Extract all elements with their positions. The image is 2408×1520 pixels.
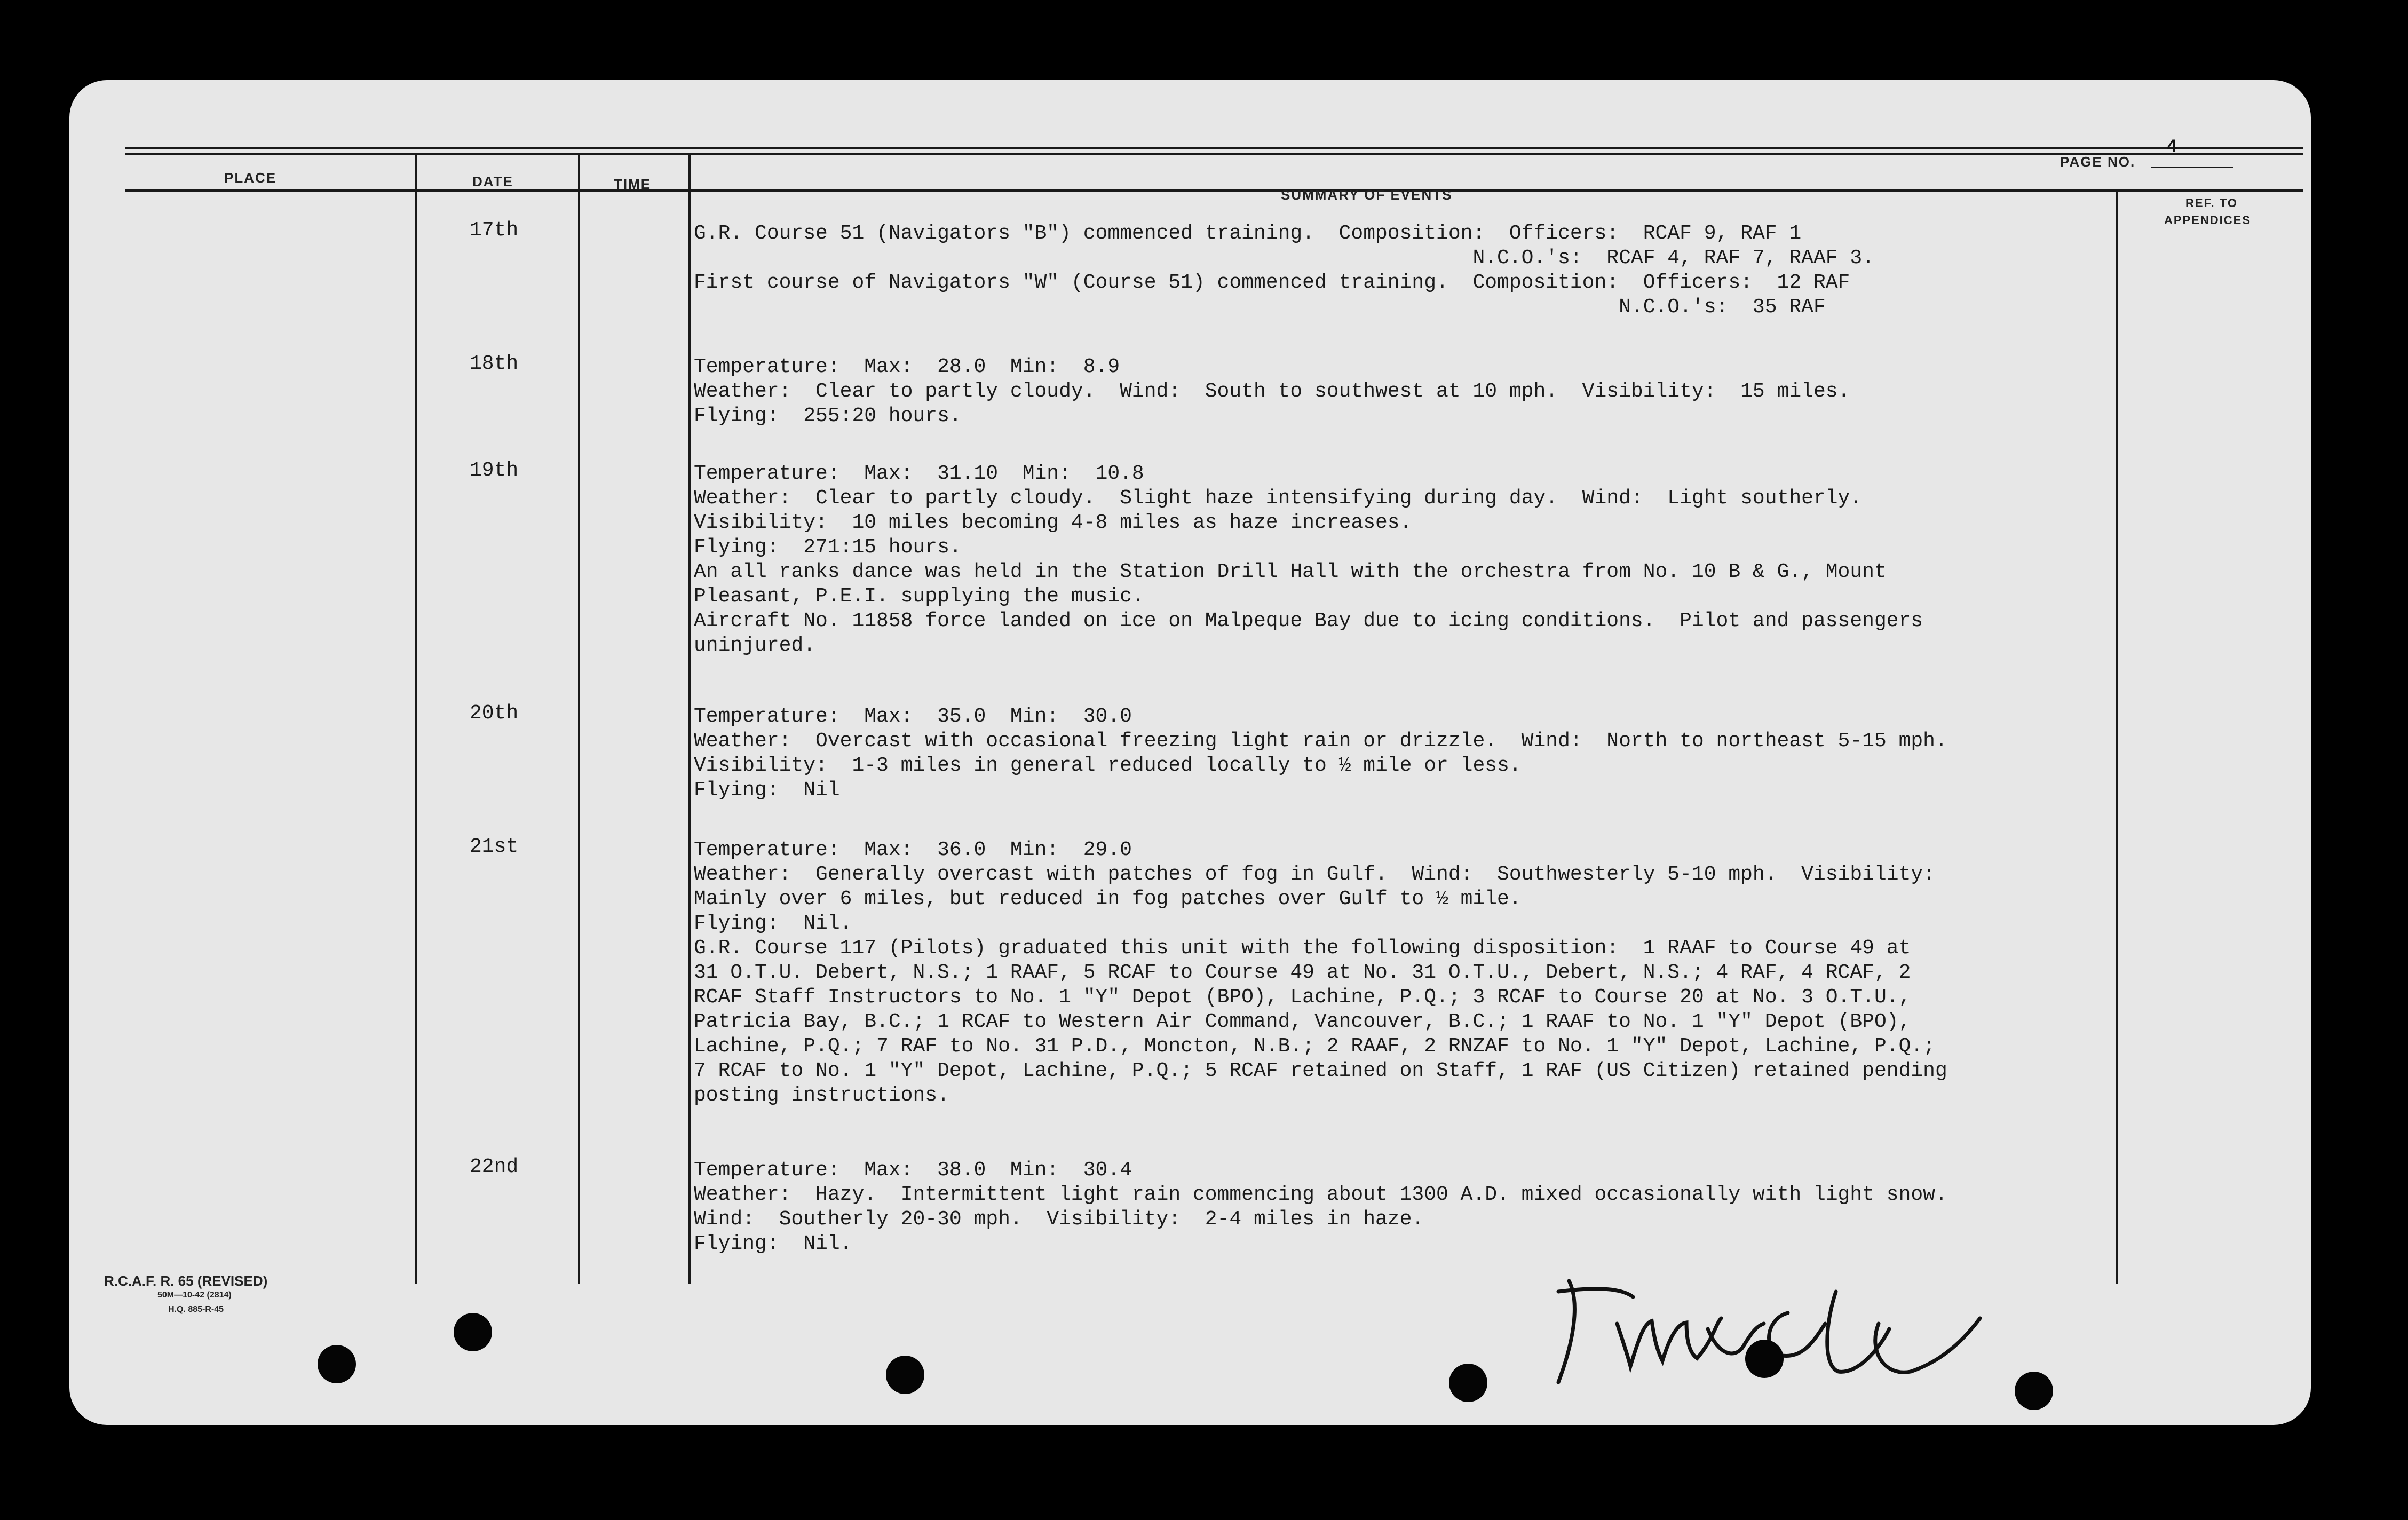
top-rule-1 [125,147,2303,149]
entry-line: Wind: Southerly 20-30 mph. Visibility: 2-4 miles in haze. [694,1208,1424,1231]
header-summary: SUMMARY OF EVENTS [1281,187,1453,203]
date-17th: 17th [470,219,519,242]
entry-22nd [694,1158,2092,1256]
date-22nd: 22nd [470,1155,519,1178]
entry-21st [694,838,2092,1108]
page-number-value: 4 [2167,136,2177,156]
header-bottom-rule [125,189,2303,192]
page-number-label: PAGE NO. [2060,154,2136,170]
entry-line: Flying: Nil. [694,1232,852,1255]
divider-summary-ref [2116,189,2118,1284]
entry-line: Flying: 271:15 hours. [694,536,962,559]
entry-line: G.R. Course 51 (Navigators "B") commenced training. Composition: Officers: RCAF 9, RAF 1 [694,222,1802,245]
signature [1537,1260,2017,1398]
divider-date-time [578,155,580,1284]
entry-line: Flying: Nil. [694,912,852,935]
entry-line: Flying: Nil [694,779,840,802]
date-20th: 20th [470,702,519,725]
binder-hole [886,1356,924,1394]
binder-hole [1449,1364,1487,1402]
header-time: TIME [614,176,652,192]
binder-hole [2015,1372,2053,1410]
entry-line: Flying: 255:20 hours. [694,405,962,428]
entry-line: Weather: Generally overcast with patches of fog in Gulf. Wind: Southwesterly 5-10 mph. Visibility: [694,863,1935,886]
entry-line: RCAF Staff Instructors to No. 1 "Y" Depot (BPO), Lachine, P.Q.; 3 RCAF to Course 20 at No. 3 O.T.U., [694,986,1911,1009]
binder-hole [454,1313,492,1351]
form-print-code: 50M—10-42 (2814) [157,1291,232,1300]
entry-line: Temperature: Max: 35.0 Min: 30.0 [694,705,1132,728]
entry-20th [694,704,2092,803]
divider-place-date [415,155,417,1284]
entry-line: N.C.O.'s: RCAF 4, RAF 7, RAAF 3. [694,247,1874,270]
entry-line: 31 O.T.U. Debert, N.S.; 1 RAAF, 5 RCAF to Course 49 at No. 31 O.T.U., Debert, N.S.; 4 RAF, 4 RCAF, 2 [694,961,1911,984]
entry-line: 7 RCAF to No. 1 "Y" Depot, Lachine, P.Q.; 5 RCAF retained on Staff, 1 RAF (US Citizen) retained pending [694,1059,1947,1082]
binder-hole [1745,1340,1784,1378]
page-number-underline [2151,167,2233,168]
entry-line: Weather: Clear to partly cloudy. Slight haze intensifying during day. Wind: Light southerly. [694,487,1863,510]
entry-line: Mainly over 6 miles, but reduced in fog patches over Gulf to ½ mile. [694,888,1522,911]
entry-line: Visibility: 1-3 miles in general reduced locally to ½ mile or less. [694,754,1522,777]
entry-line: Temperature: Max: 36.0 Min: 29.0 [694,838,1132,861]
entry-line: Visibility: 10 miles becoming 4-8 miles as haze increases. [694,511,1412,534]
form-number: R.C.A.F. R. 65 (REVISED) [104,1273,268,1289]
divider-time-summary [688,155,691,1284]
entry-line: An all ranks dance was held in the Station Drill Hall with the orchestra from No. 10 B & G., Mount [694,560,1887,583]
entry-line: Temperature: Max: 38.0 Min: 30.4 [694,1159,1132,1182]
entry-line: Temperature: Max: 31.10 Min: 10.8 [694,462,1144,485]
entry-line: posting instructions. [694,1084,949,1107]
date-21st: 21st [470,835,519,858]
entry-line: Patricia Bay, B.C.; 1 RCAF to Western Air Command, Vancouver, B.C.; 1 RAAF to No. 1 "Y" Depot (BPO), [694,1010,1911,1033]
entry-line: G.R. Course 117 (Pilots) graduated this unit with the following disposition: 1 RAAF to Course 49 at [694,937,1911,960]
header-ref-line1: REF. TO [2185,196,2238,210]
header-date: DATE [472,173,513,189]
header-place: PLACE [224,170,277,186]
entry-line: Weather: Hazy. Intermittent light rain commencing about 1300 A.D. mixed occasionally with light snow. [694,1183,1947,1206]
entry-19th [694,462,2092,658]
entry-line: Temperature: Max: 28.0 Min: 8.9 [694,355,1120,378]
form-hq-code: H.Q. 885-R-45 [168,1305,224,1314]
entry-line: uninjured. [694,634,816,657]
binder-hole [318,1345,356,1383]
entry-line: N.C.O.'s: 35 RAF [694,296,1826,319]
entry-17th [694,221,2092,320]
date-18th: 18th [470,352,519,375]
date-19th: 19th [470,459,519,482]
entry-line: Aircraft No. 11858 force landed on ice on Malpeque Bay due to icing conditions. Pilot and passengers [694,609,1923,632]
top-rule-2 [125,153,2303,155]
entry-line: Pleasant, P.E.I. supplying the music. [694,585,1144,608]
entry-line: Lachine, P.Q.; 7 RAF to No. 31 P.D., Moncton, N.B.; 2 RAAF, 2 RNZAF to No. 1 "Y" Depot, Lachine, P.Q.; [694,1035,1935,1058]
entry-line: First course of Navigators "W" (Course 51) commenced training. Composition: Officers: 12 RAF [694,271,1850,294]
entry-line: Weather: Overcast with occasional freezing light rain or drizzle. Wind: North to northeast 5-15 mph. [694,730,1947,753]
entry-18th [694,355,2092,429]
header-ref-line2: APPENDICES [2164,213,2252,227]
entry-line: Weather: Clear to partly cloudy. Wind: South to southwest at 10 mph. Visibility: 15 miles. [694,380,1850,403]
